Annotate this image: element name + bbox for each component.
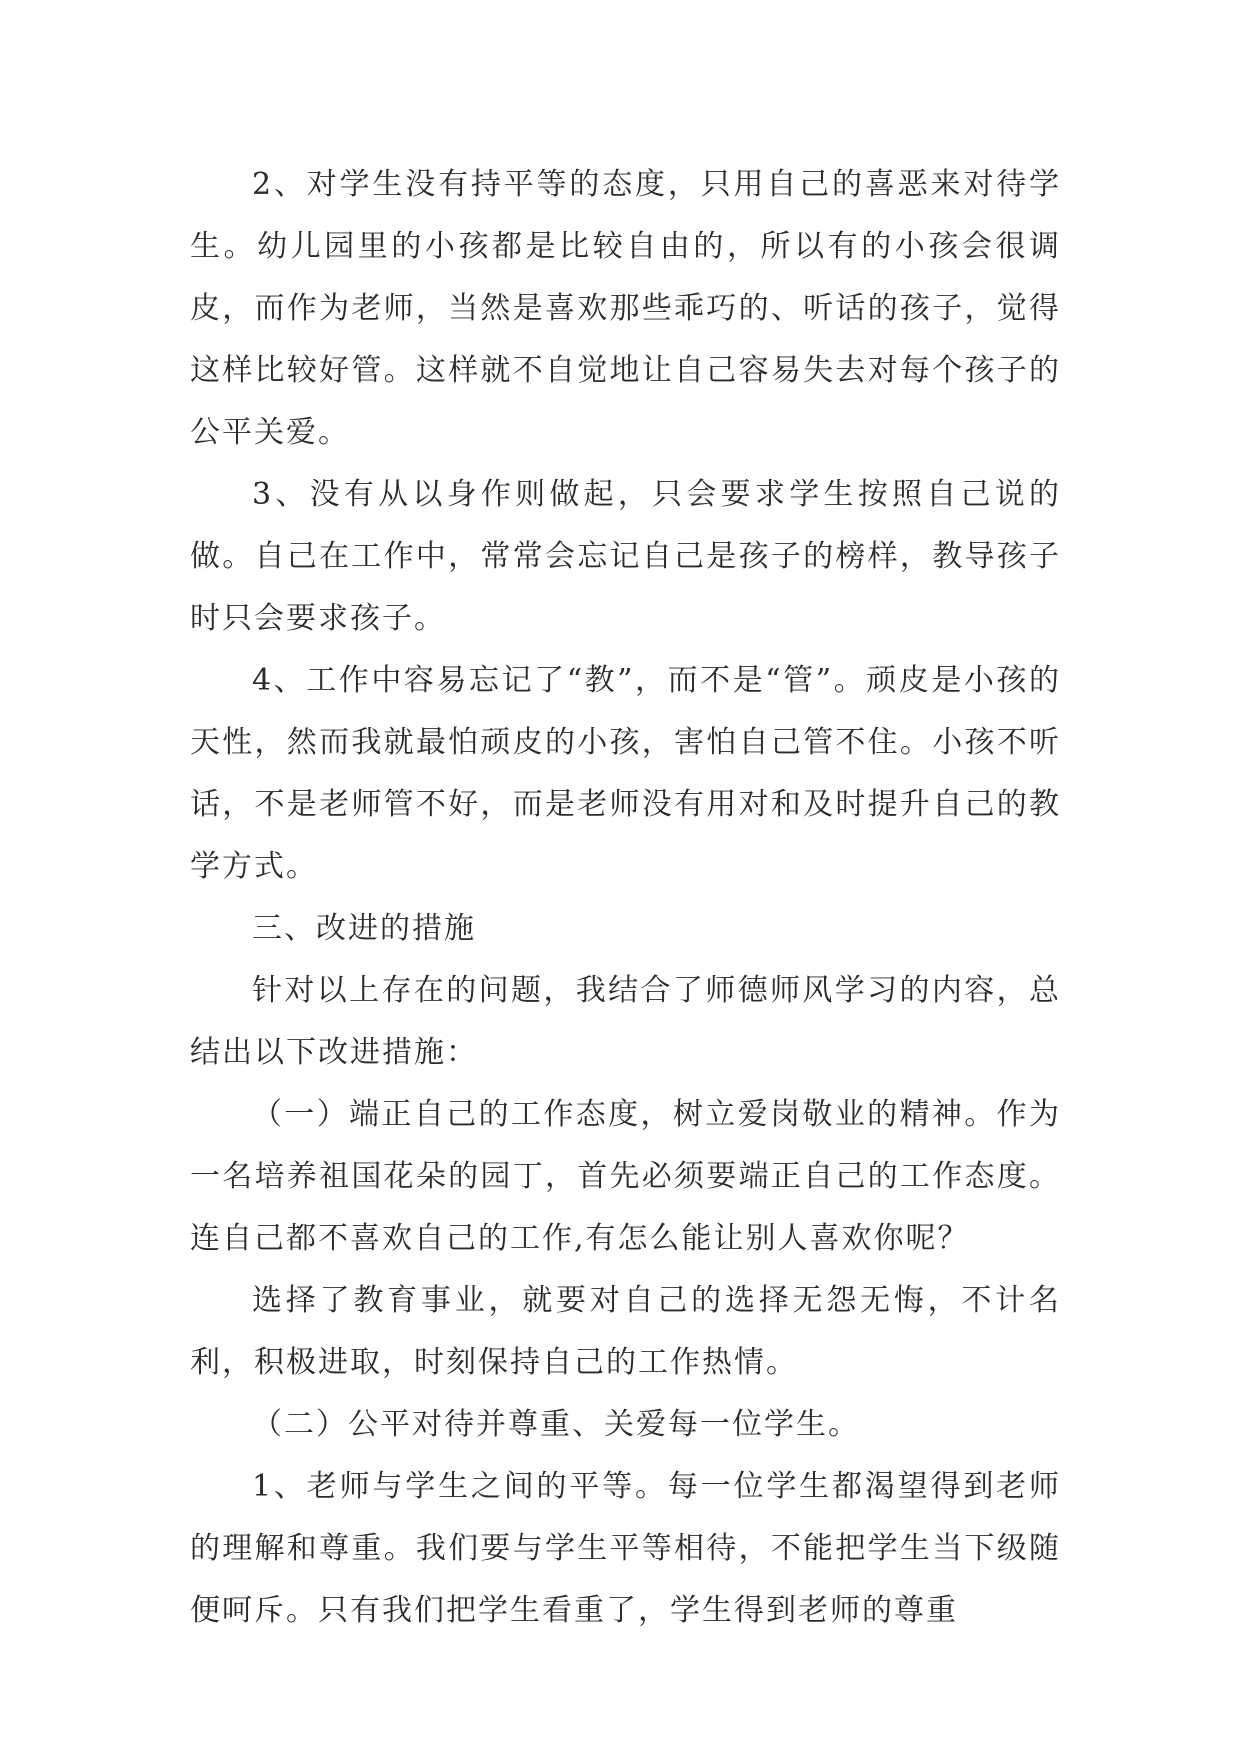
- section-heading-improvements: 三、改进的措施: [252, 911, 476, 946]
- paragraph-item-4: 4、工作中容易忘记了“教”，而不是“管”。顽皮是小孩的天性，然而我就最怕顽皮的小孩，害怕自己管不住。小孩不听话，不是老师管不好，而是老师没有用对和及时提升自己的教学方式。: [190, 663, 1061, 884]
- paragraph-item-2: 2、对学生没有持平等的态度，只用自己的喜恶来对待学生。幼儿园里的小孩都是比较自由的，所以有的小孩会很调皮，而作为老师，当然是喜欢那些乖巧的、听话的孩子，觉得这样比较好管。这样就不自觉地让自己容易失去对每个孩子的公平关爱。: [190, 167, 1061, 450]
- paragraph-subsection-2: （二）公平对待并尊重、关爱每一位学生。: [252, 1407, 860, 1442]
- document-body: [190, 154, 1061, 1642]
- paragraph-intro-improvements: 针对以上存在的问题，我结合了师德师风学习的内容，总结出以下改进措施：: [190, 973, 1061, 1070]
- paragraph-choice-education: 选择了教育事业，就要对自己的选择无怨无悔，不计名利，积极进取，时刻保持自己的工作热情。: [190, 1283, 1061, 1380]
- paragraph-equality: 1、老师与学生之间的平等。每一位学生都渴望得到老师的理解和尊重。我们要与学生平等相待，不能把学生当下级随便呵斥。只有我们把学生看重了，学生得到老师的尊重: [190, 1469, 1061, 1628]
- paragraph-item-3: 3、没有从以身作则做起，只会要求学生按照自己说的做。自己在工作中，常常会忘记自己是孩子的榜样，教导孩子时只会要求孩子。: [190, 477, 1061, 636]
- paragraph-subsection-1: （一）端正自己的工作态度，树立爱岗敬业的精神。作为一名培养祖国花朵的园丁，首先必须要端正自己的工作态度。连自己都不喜欢自己的工作,有怎么能让别人喜欢你呢？: [190, 1097, 1061, 1256]
